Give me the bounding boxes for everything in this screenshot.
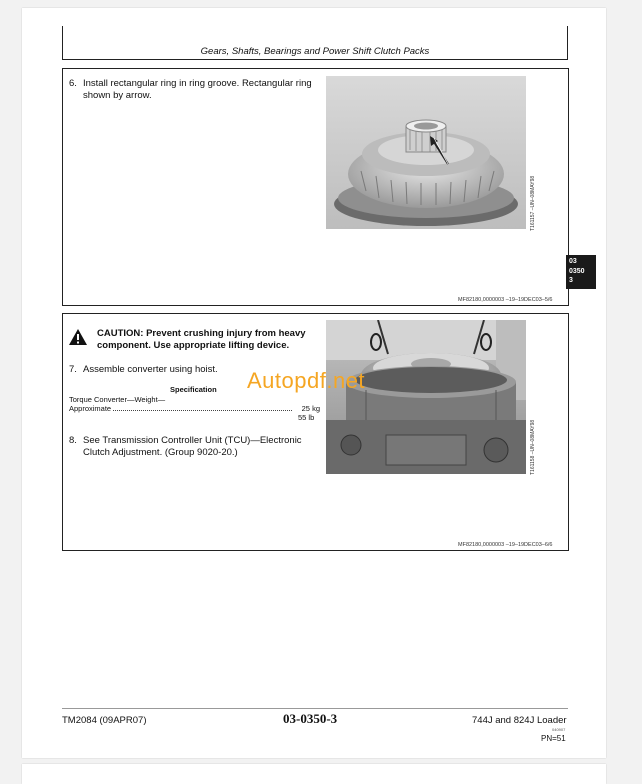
footer-rule [62, 708, 568, 709]
photo-1-code: T161157 –UN–08MAY98 [530, 175, 536, 231]
step-7-line: Assemble converter using hoist. [83, 364, 218, 375]
footer-pn: PN=51 [541, 734, 566, 743]
section-tab-line2: 0350 [569, 267, 585, 275]
step-8-reference: MF82180,0000003 –19–19DEC03–6/6 [458, 542, 553, 548]
next-page-edge [22, 764, 606, 784]
step-6-text [69, 78, 321, 102]
header-title: Gears, Shafts, Bearings and Power Shift Clutch Packs [200, 46, 430, 57]
step-6-reference: MF82180,0000003 –19–19DEC03–5/6 [458, 297, 553, 303]
section-tab-line3: 3 [569, 277, 573, 284]
spec-item-label: Approximate [69, 404, 112, 413]
warning-triangle-icon [68, 328, 88, 346]
section-tab [566, 255, 596, 289]
footer-page-number: 03-0350-3 [283, 711, 338, 726]
spec-value-kg: 25 kg [301, 404, 320, 413]
footer-model: 744J and 824J Loader [472, 715, 567, 726]
caution-text [97, 328, 322, 352]
photo-2-code: T161158 –UN–08MAY98 [530, 419, 536, 475]
step-8-number: 8. [69, 435, 77, 446]
spec-item-line1: Torque Converter—Weight— [69, 395, 166, 404]
step-6-line1: Install rectangular ring in ring groove. Rectangular ring [83, 78, 312, 89]
step-8-text [69, 435, 321, 459]
spec-header: Specification [170, 385, 217, 394]
footer-small-code: 040907 [552, 727, 566, 732]
watermark: Autopdf.net [247, 368, 366, 393]
footer-manual-id: TM2084 (09APR07) [62, 715, 147, 726]
step-8-line1: See Transmission Controller Unit (TCU)—Electronic [83, 435, 302, 446]
torque-converter-photo [326, 76, 526, 229]
step-6-number: 6. [69, 78, 77, 89]
step-6-line2: shown by arrow. [83, 90, 152, 101]
spec-value-lb: 55 lb [298, 413, 315, 422]
hoist-converter-illustration [326, 320, 526, 474]
caution-line1: Prevent crushing injury from heavy [146, 328, 306, 339]
step-8-line2: Clutch Adjustment. (Group 9020-20.) [83, 447, 238, 458]
spec-item-line2 [69, 404, 320, 413]
header-bottom-rule [62, 59, 568, 60]
caution-label: CAUTION: [97, 328, 144, 339]
section-tab-line1: 03 [569, 258, 577, 265]
step-7-number: 7. [69, 364, 77, 375]
torque-converter-illustration [326, 76, 526, 229]
hoist-converter-photo [326, 320, 526, 474]
caution-line2: component. Use appropriate lifting device. [97, 340, 290, 351]
